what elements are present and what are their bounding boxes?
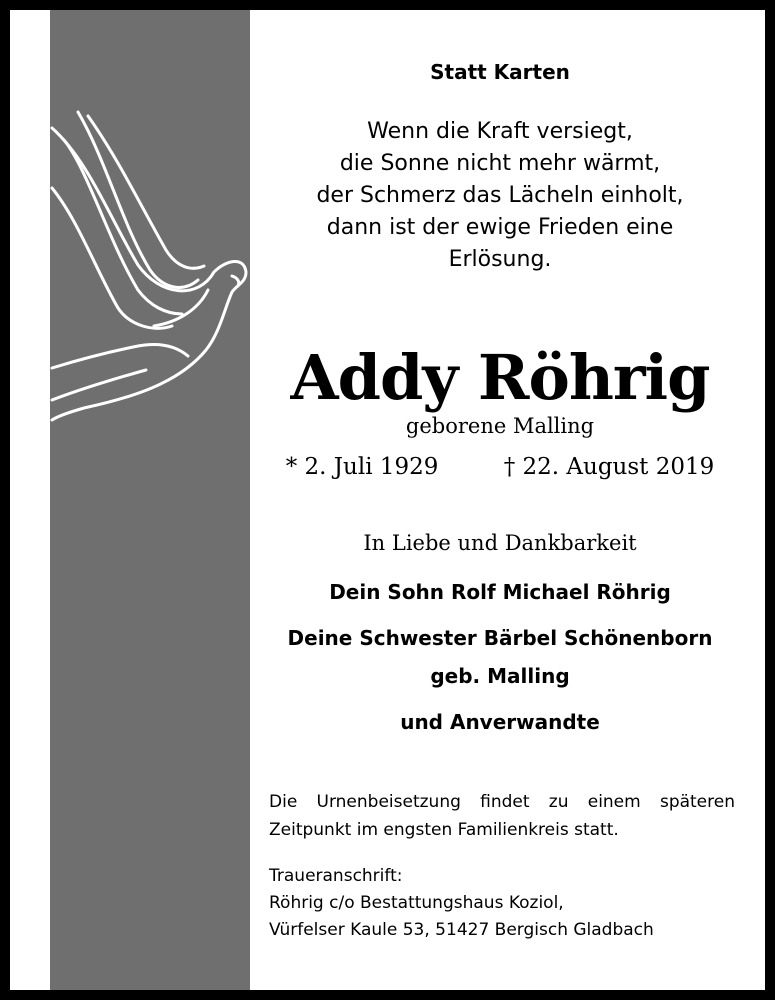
header-title: Statt Karten [430, 60, 570, 84]
maiden-name: geborene Malling [405, 414, 595, 438]
poem-line: die Sonne nicht mehr wärmt, [339, 151, 661, 176]
family-son: Dein Sohn Rolf Michael Röhrig [329, 580, 671, 604]
family-intro: In Liebe und Dankbarkeit [363, 531, 637, 555]
family-relatives: und Anverwandte [400, 710, 600, 734]
poem-line: Wenn die Kraft versiegt, [367, 119, 633, 144]
address-line: Vürfelser Kaule 53, 51427 Bergisch Gladbach [269, 920, 654, 940]
poem-line: Erlösung. [448, 247, 552, 272]
address-label: Traueranschrift: [269, 866, 403, 886]
mourning-address [269, 863, 735, 944]
obituary-card [10, 10, 765, 990]
dove-icon [48, 100, 248, 430]
burial-notice: Die Urnenbeisetzung findet zu einem späteren Zeitpunkt im engsten Familienkreis statt. [269, 792, 735, 840]
life-dates [265, 454, 735, 480]
family-block [265, 531, 735, 741]
family-sister: Deine Schwester Bärbel Schönenborn [287, 626, 713, 650]
poem-line: dann ist der ewige Frieden eine [326, 215, 674, 240]
address-line: Röhrig c/o Bestattungshaus Koziol, [269, 893, 564, 913]
birth-date: * 2. Juli 1929 [285, 454, 439, 480]
poem-line: der Schmerz das Lächeln einholt, [316, 183, 684, 208]
poem [265, 116, 735, 276]
death-date: † 22. August 2019 [503, 454, 715, 480]
family-sister-maiden: geb. Malling [430, 664, 570, 688]
deceased-name: Addy Röhrig [290, 341, 710, 414]
